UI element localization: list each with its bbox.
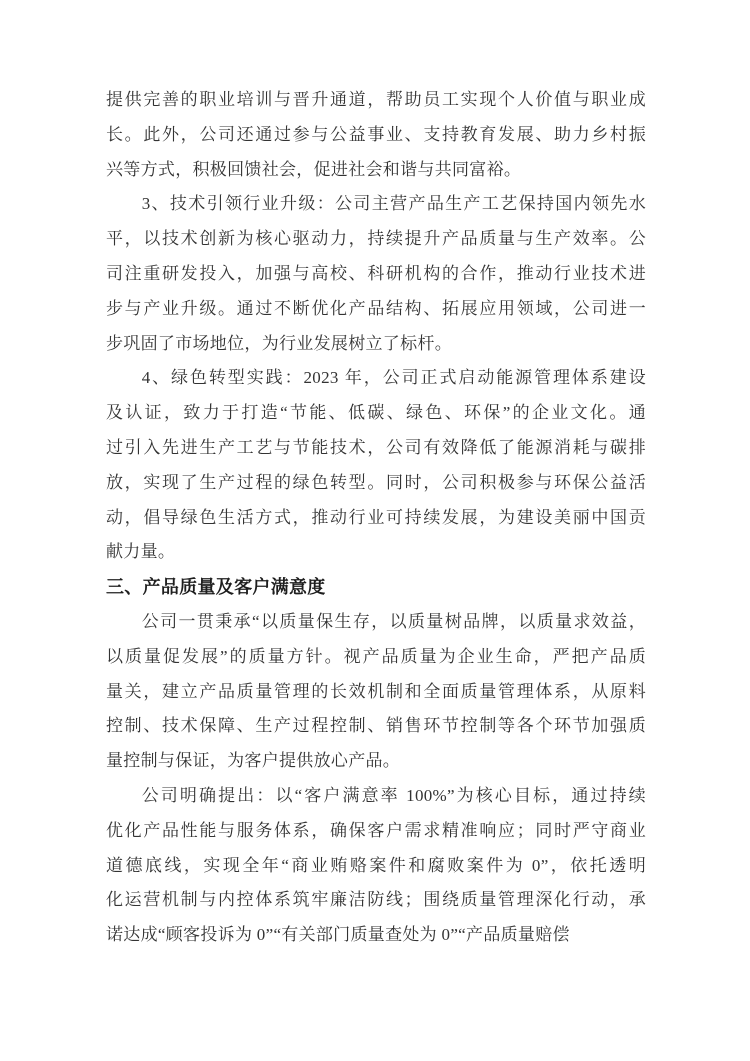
- text-line: 兴等方式，积极回馈社会，促进社会和谐与共同富裕。: [106, 159, 522, 179]
- text-line: 控制、技术保障、生产过程控制、销售环节控制等各个环节加强质: [106, 716, 646, 736]
- section-heading: 三、产品质量及客户满意度: [106, 577, 326, 598]
- text-line: 公司一贯秉承“以质量保生存，以质量树品牌，以质量求效益，: [141, 611, 646, 631]
- text-line: 4、绿色转型实践：2023 年，公司正式启动能源管理体系建设: [141, 368, 646, 388]
- text-line: 量控制与保证，为客户提供放心产品。: [106, 751, 401, 771]
- paragraph: [106, 605, 646, 779]
- text-line: 以质量促发展”的质量方针。视产品质量为企业生命，严把产品质: [106, 646, 646, 666]
- text-line: 步与产业升级。通过不断优化产品结构、拓展应用领域，公司进一: [106, 298, 646, 318]
- text-line: 放，实现了生产过程的绿色转型。同时，公司积极参与环保公益活: [106, 472, 646, 492]
- text-line: 化运营机制与内控体系筑牢廉洁防线；围绕质量管理深化行动，承: [106, 890, 646, 910]
- text-line: 量关，建立产品质量管理的长效机制和全面质量管理体系，从原料: [106, 681, 646, 701]
- text-line: 步巩固了市场地位，为行业发展树立了标杆。: [106, 333, 452, 353]
- text-line: 提供完善的职业培训与晋升通道，帮助员工实现个人价值与职业成: [106, 90, 646, 109]
- paragraph: [106, 83, 646, 187]
- paragraph: [106, 361, 646, 570]
- text-line: 长。此外，公司还通过参与公益事业、支持教育发展、助力乡村振: [106, 124, 646, 144]
- text-line: 过引入先进生产工艺与节能技术，公司有效降低了能源消耗与碳排: [106, 437, 646, 457]
- text-line: 公司明确提出：以“客户满意率 100%”为核心目标，通过持续: [141, 785, 646, 805]
- text-line: 诺达成“顾客投诉为 0”“有关部门质量查处为 0”“产品质量赔偿: [106, 925, 570, 945]
- text-line: 动，倡导绿色生活方式，推动行业可持续发展，为建设美丽中国贡: [106, 507, 646, 527]
- text-line: 平，以技术创新为核心驱动力，持续提升产品质量与生产效率。公: [106, 229, 646, 249]
- text-line: 优化产品性能与服务体系，确保客户需求精准响应；同时严守商业: [106, 820, 646, 840]
- document-body: [106, 83, 646, 953]
- text-line: 献力量。: [106, 542, 176, 562]
- paragraph: [106, 187, 646, 361]
- text-line: 3、技术引领行业升级：公司主营产品生产工艺保持国内领先水: [141, 194, 646, 214]
- text-line: 道德底线，实现全年“商业贿赂案件和腐败案件为 0”，依托透明: [106, 855, 646, 875]
- text-line: 及认证，致力于打造“节能、低碳、绿色、环保”的企业文化。通: [106, 403, 646, 423]
- text-line: 司注重研发投入，加强与高校、科研机构的合作，推动行业技术进: [106, 263, 646, 283]
- paragraph: [106, 779, 646, 953]
